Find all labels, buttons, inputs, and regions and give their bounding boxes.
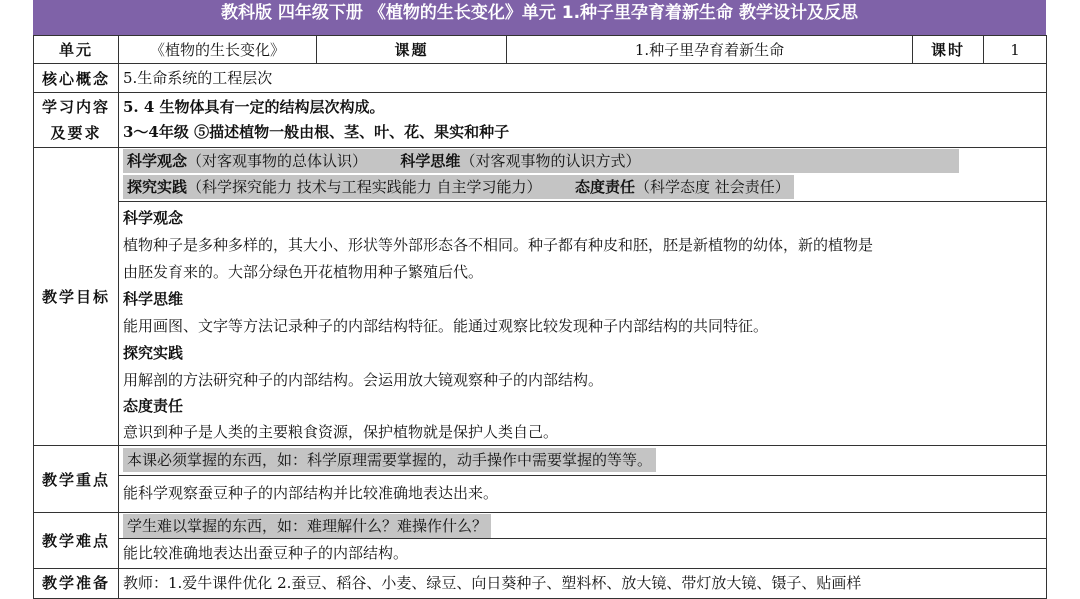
goals-summary-line-1: 科学观念（对客观事物的总体认识） 科学思维（对客观事物的认识方式） — [123, 149, 959, 173]
topic-label: 课题 — [317, 36, 507, 64]
unit-label: 单元 — [34, 36, 119, 64]
key-points-hint: 本课必须掌握的东西，如：科学原理需要掌握的，动手操作中需要掌握的等等。 — [123, 448, 656, 472]
key-points-label: 教学重点 — [34, 446, 119, 513]
goal-text-concept-1: 植物种子是多种多样的，其大小、形状等外部形态各不相同。种子都有种皮和胚，胚是新植物的幼体，新的植物是 — [123, 236, 874, 254]
goal-heading-thinking: 科学思维 — [123, 290, 184, 308]
core-concept-value — [119, 64, 1047, 93]
content-label-line-2: 及要求 — [50, 124, 102, 142]
key-points-value: 能科学观察蚕豆种子的内部结构并比较准确地表达出来。 — [123, 484, 499, 502]
content-line-2: 3～4年级 ⑤描述植物一般由根、茎、叶、花、果实和种子 — [123, 123, 510, 141]
goals-cell — [119, 148, 1047, 446]
difficulties-row — [34, 513, 1047, 569]
goals-summary-line-2: 探究实践（科学探究能力 技术与工程实践能力 自主学习能力） 态度责任（科学态度 社会责任） — [123, 175, 794, 199]
goals-label: 教学目标 — [34, 148, 119, 446]
unit-value: 《植物的生长变化》 — [119, 36, 317, 64]
goals-detail — [119, 202, 1046, 445]
period-label: 课时 — [913, 36, 984, 64]
core-concept-label: 核心概念 — [34, 64, 119, 93]
topic-value: 1.种子里孕育着新生命 — [507, 36, 913, 64]
title-banner — [33, 0, 1046, 35]
content-line-1: 5. 4 生物体具有一定的结构层次构成。 — [123, 98, 385, 116]
goal-text-concept-2: 由胚发育来的。大部分绿色开花植物用种子繁殖后代。 — [123, 263, 484, 281]
content-value — [119, 93, 1047, 148]
goals-summary — [119, 148, 1046, 202]
preparation-row — [34, 569, 1047, 599]
period-value: 1 — [984, 36, 1047, 64]
goal-text-practice: 用解剖的方法研究种子的内部结构。会运用放大镜观察种子的内部结构。 — [123, 371, 604, 389]
goal-text-thinking: 能用画图、文字等方法记录种子的内部结构特征。能通过观察比较发现种子内部结构的共同特征。 — [123, 317, 769, 335]
content-row — [34, 93, 1047, 148]
difficulties-label: 教学难点 — [34, 513, 119, 569]
goals-row — [34, 148, 1047, 446]
core-concept-row — [34, 64, 1047, 93]
goal-heading-concept: 科学观念 — [123, 209, 184, 227]
goal-text-attitude: 意识到种子是人类的主要粮食资源，保护植物就是保护人类自己。 — [123, 423, 559, 441]
lesson-plan-table — [33, 35, 1047, 599]
content-label — [34, 93, 119, 148]
key-points-cell — [119, 446, 1047, 513]
preparation-label: 教学准备 — [34, 569, 119, 599]
goal-heading-practice: 探究实践 — [123, 344, 184, 362]
header-row — [34, 36, 1047, 64]
key-points-row — [34, 446, 1047, 513]
difficulties-cell — [119, 513, 1047, 569]
goal-heading-attitude: 态度责任 — [123, 397, 184, 415]
preparation-value: 教师：1.爱牛课件优化 2.蚕豆、稻谷、小麦、绿豆、向日葵种子、塑料杯、放大镜、带灯放大镜、镊子、贴画样 — [123, 574, 862, 592]
difficulties-hint: 学生难以掌握的东西，如：难理解什么？难操作什么？ — [123, 514, 491, 538]
content-label-line-1: 学习内容 — [41, 98, 110, 116]
core-concept-text: 5.生命系统的工程层次 — [123, 68, 273, 87]
difficulties-value: 能比较准确地表达出蚕豆种子的内部结构。 — [123, 544, 409, 562]
banner-title: 教科版 四年级下册 《植物的生长变化》单元 1.种子里孕育着新生命 教学设计及反思 — [221, 3, 858, 23]
preparation-cell — [119, 569, 1047, 599]
